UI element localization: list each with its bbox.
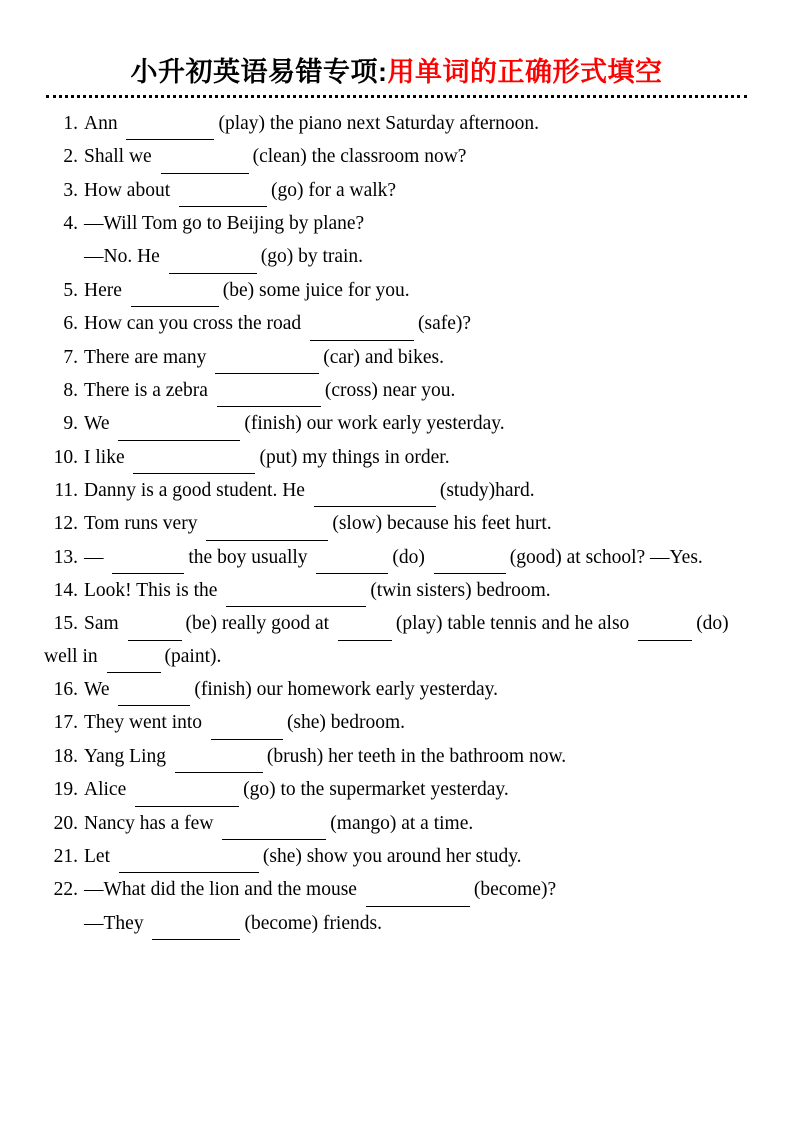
question-text: How about: [84, 179, 171, 201]
page-title: [44, 50, 749, 89]
question-text: We: [84, 413, 110, 435]
question-text: Danny is a good student. He: [84, 479, 305, 501]
answer-blank[interactable]: [126, 121, 214, 141]
question-text: —They: [84, 912, 144, 934]
question-continuation: [44, 908, 749, 940]
answer-blank[interactable]: [131, 288, 219, 308]
question-item: [44, 475, 749, 507]
question-number: 21.: [53, 845, 78, 867]
question-item: [44, 208, 749, 240]
question-text: (car) and bikes.: [323, 346, 444, 368]
question-text: —Will Tom go to Beijing by plane?: [84, 213, 365, 235]
answer-blank[interactable]: [366, 887, 470, 907]
answer-blank[interactable]: [215, 354, 319, 374]
question-item: [44, 108, 749, 140]
question-item: [44, 774, 749, 806]
question-text: (play) the piano next Saturday afternoon.: [218, 113, 540, 134]
answer-blank[interactable]: [434, 555, 506, 575]
question-number: 22.: [53, 879, 78, 901]
question-text: (do): [392, 546, 425, 568]
answer-blank[interactable]: [118, 687, 190, 707]
answer-blank[interactable]: [135, 787, 239, 807]
question-number: 14.: [53, 580, 78, 602]
question-item: [44, 741, 749, 773]
question-text: I like: [84, 446, 125, 468]
question-text: Alice: [84, 779, 127, 801]
question-text: —What did the lion and the mouse: [84, 879, 357, 901]
question-number: 15.: [53, 613, 78, 635]
question-text: (good) at: [509, 546, 581, 568]
answer-blank[interactable]: [314, 488, 436, 508]
answer-blank[interactable]: [119, 854, 259, 874]
answer-blank[interactable]: [316, 555, 388, 575]
question-text: Let: [84, 845, 110, 867]
answer-blank[interactable]: [217, 388, 321, 408]
answer-blank[interactable]: [222, 820, 326, 840]
question-text: (go) for a walk?: [271, 179, 397, 201]
question-continuation: [44, 241, 749, 273]
question-item: [44, 808, 749, 840]
question-text: also: [597, 613, 630, 635]
question-text: (paint).: [164, 645, 222, 667]
question-text: They went into: [84, 712, 203, 734]
answer-blank[interactable]: [118, 421, 240, 441]
question-number: 12.: [53, 513, 78, 535]
answer-blank[interactable]: [112, 555, 184, 575]
question-item: [44, 707, 749, 739]
answer-blank[interactable]: [133, 454, 255, 474]
question-text: (be) really good at: [185, 613, 330, 635]
question-number: 16.: [53, 679, 78, 701]
question-number: 6.: [63, 313, 78, 335]
question-text: —No. He: [84, 246, 160, 268]
question-text: (she) bedroom.: [286, 712, 405, 734]
question-text: (brush) her teeth in the bathroom now.: [266, 745, 567, 767]
question-number: 8.: [63, 379, 78, 401]
question-text: Look! This is the: [84, 580, 218, 602]
question-number: 7.: [63, 346, 78, 368]
question-text: school? —Yes.: [585, 546, 703, 568]
answer-blank[interactable]: [338, 621, 392, 641]
question-text: (do) well in: [44, 613, 729, 667]
question-text: (slow) because his feet hurt.: [332, 513, 552, 535]
answer-blank[interactable]: [161, 154, 249, 174]
answer-blank[interactable]: [179, 188, 267, 208]
answer-blank[interactable]: [169, 254, 257, 274]
question-number: 19.: [53, 779, 78, 801]
answer-blank[interactable]: [638, 621, 692, 641]
answer-blank[interactable]: [310, 321, 414, 341]
answer-blank[interactable]: [206, 521, 328, 541]
question-text: Ann: [84, 113, 118, 134]
question-text: Tom runs very: [84, 513, 198, 535]
question-item: [44, 408, 749, 440]
question-item: [44, 141, 749, 173]
question-list: [44, 108, 749, 940]
question-item: [44, 342, 749, 374]
question-text: (safe)?: [418, 313, 472, 335]
question-text: (become)?: [473, 879, 557, 901]
question-text: (put) my things in order.: [259, 446, 450, 468]
question-text: (be) some juice for you.: [222, 279, 410, 301]
question-text: (go) by train.: [260, 246, 364, 268]
question-text: (clean) the classroom now?: [252, 146, 467, 168]
question-text: (study)hard.: [439, 479, 535, 501]
question-item: [44, 508, 749, 540]
question-item: [44, 575, 749, 607]
page-title-prefix: 小升初英语易错专项:: [130, 57, 388, 87]
question-text: (finish) our work early yesterday.: [244, 413, 505, 435]
question-text: (play) table tennis and he: [395, 613, 594, 635]
question-number: 5.: [63, 279, 78, 301]
question-number: 11.: [54, 479, 78, 501]
question-text: There is a zebra: [84, 379, 208, 401]
question-number: 17.: [53, 712, 78, 734]
question-text: We: [84, 679, 110, 701]
question-item: [44, 542, 749, 574]
question-text: (cross) near you.: [324, 379, 456, 401]
question-number: 18.: [53, 745, 78, 767]
question-item: [44, 375, 749, 407]
question-number: 20.: [53, 812, 78, 834]
question-text: the boy usually: [188, 546, 308, 568]
question-text: (go) to the supermarket yesterday.: [243, 779, 509, 801]
question-text: (she) show you around her study.: [262, 845, 522, 867]
question-item: [44, 841, 749, 873]
dotted-divider: [46, 95, 747, 98]
question-text: How can you cross the road: [84, 313, 302, 335]
question-text: (become) friends.: [244, 912, 382, 934]
question-text: Shall we: [84, 146, 152, 168]
answer-blank[interactable]: [226, 588, 366, 608]
question-text: (twin sisters) bedroom.: [370, 580, 551, 602]
answer-blank[interactable]: [128, 621, 182, 641]
question-item: [44, 275, 749, 307]
question-text: Sam: [84, 613, 119, 635]
question-text: (finish) our homework early yesterday.: [194, 679, 498, 701]
question-item: [44, 608, 749, 673]
answer-blank[interactable]: [211, 720, 283, 740]
question-text: Here: [84, 279, 122, 301]
question-text: There are many: [84, 346, 207, 368]
question-item: [44, 874, 749, 906]
page-title-highlight: 用单词的正确形式填空: [387, 57, 663, 87]
question-number: 1.: [63, 113, 78, 134]
question-number: 4.: [63, 213, 78, 235]
question-number: 10.: [53, 446, 78, 468]
question-number: 13.: [53, 546, 78, 568]
answer-blank[interactable]: [107, 654, 161, 674]
question-text: (mango) at a time.: [330, 812, 474, 834]
answer-blank[interactable]: [152, 920, 240, 940]
question-text: Nancy has a few: [84, 812, 214, 834]
question-text: —: [84, 546, 104, 568]
question-number: 2.: [63, 146, 78, 168]
question-number: 9.: [63, 413, 78, 435]
question-item: [44, 442, 749, 474]
question-item: [44, 175, 749, 207]
question-item: [44, 674, 749, 706]
question-item: [44, 308, 749, 340]
question-text: Yang Ling: [84, 745, 166, 767]
question-number: 3.: [63, 179, 78, 201]
answer-blank[interactable]: [175, 754, 263, 774]
